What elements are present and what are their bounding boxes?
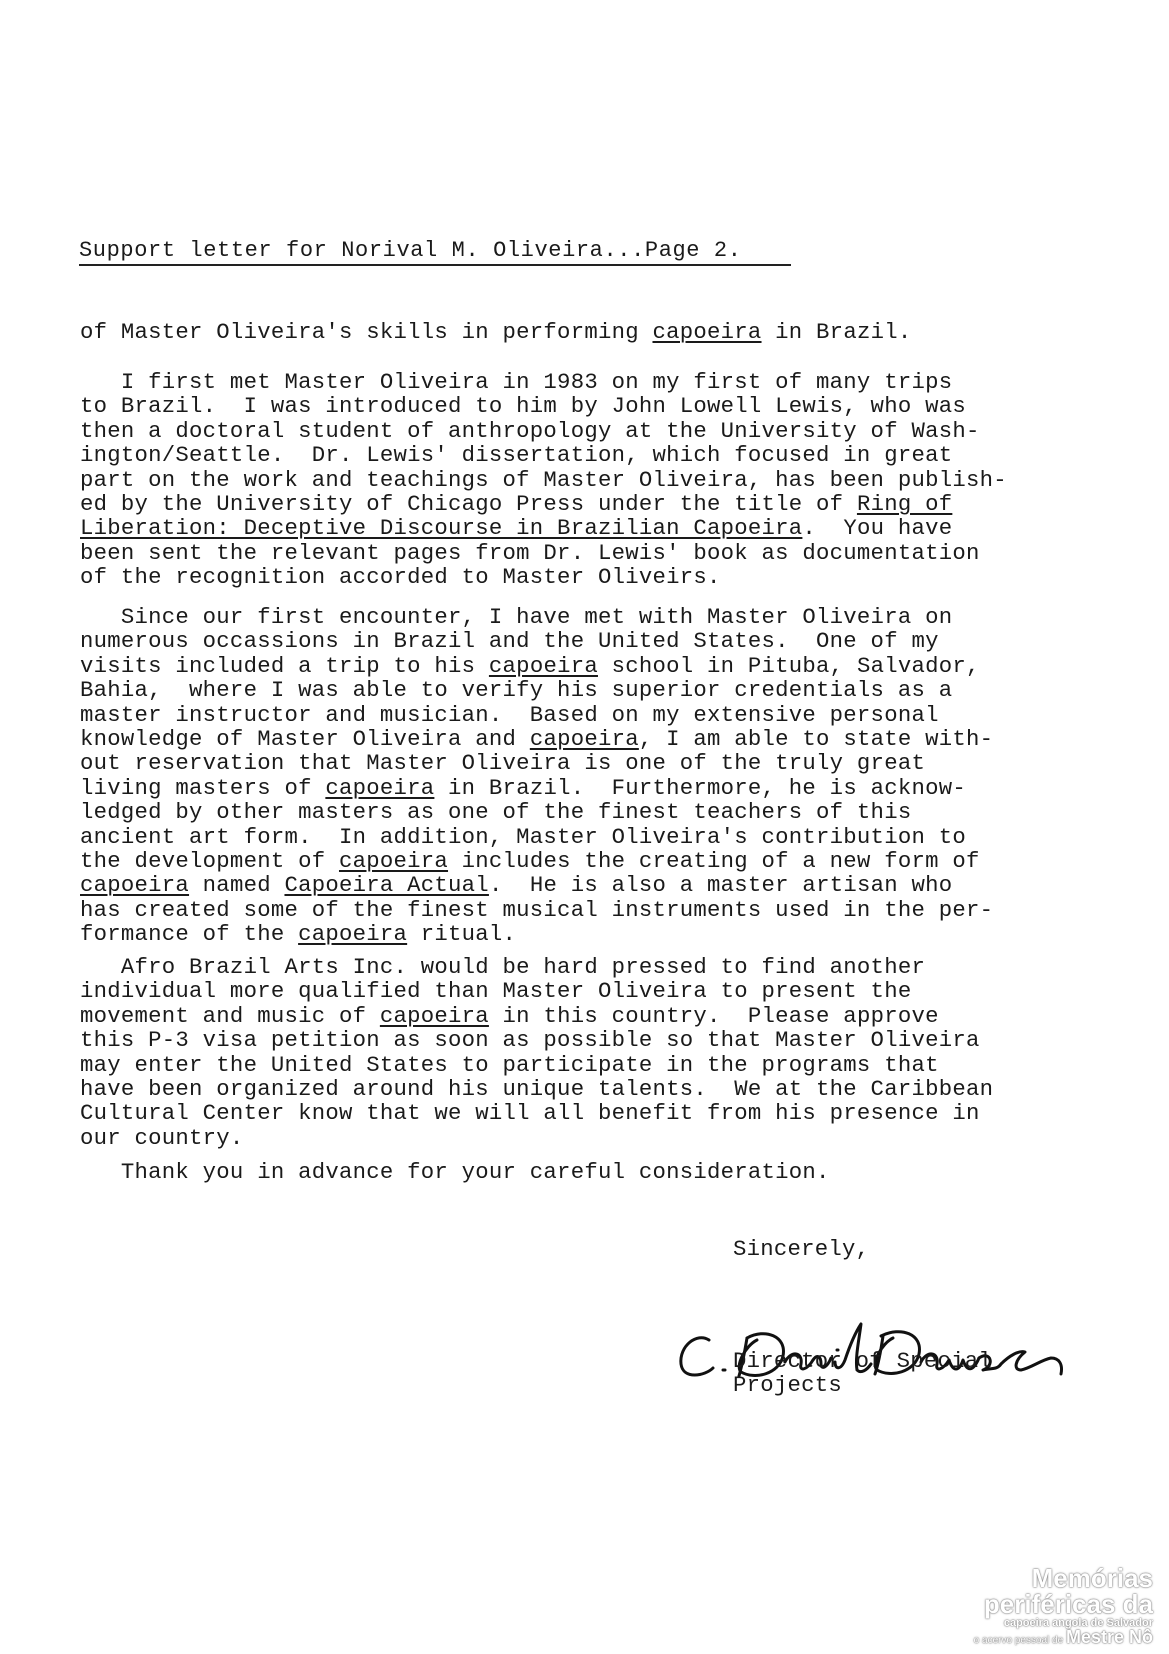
- watermark-logo: [974, 1565, 1153, 1648]
- text-line: the development of capoeira includes the creating of a new form of: [80, 847, 980, 874]
- paragraph-3: [80, 955, 1090, 1150]
- text-line: has created some of the finest musical instruments used in the per-: [80, 896, 994, 923]
- text-line: I first met Master Oliveira in 1983 on my first of many trips: [80, 369, 953, 395]
- text-line: this P-3 visa petition as soon as possible so that Master Oliveira: [80, 1027, 980, 1054]
- text-line: part on the work and teachings of Master Oliveira, has been publish-: [80, 466, 1007, 493]
- paragraph-2: [80, 605, 1090, 946]
- text-line: ed by the University of Chicago Press under the title of Ring of: [80, 490, 953, 517]
- text-line: out reservation that Master Oliveira is one of the truly great: [80, 750, 926, 777]
- text-line: Bahia, where I was able to verify his superior credentials as a: [80, 677, 953, 704]
- text-line: numerous occassions in Brazil and the United States. One of my: [80, 628, 939, 655]
- text-line: capoeira named Capoeira Actual. He is also a master artisan who: [80, 872, 953, 899]
- text-line: been sent the relevant pages from Dr. Lewis' book as documentation: [80, 539, 980, 566]
- watermark-line-2: periféricas da: [983, 1589, 1153, 1619]
- text-line: individual more qualified than Master Oliveira to present the: [80, 978, 912, 1005]
- text-line: movement and music of capoeira in this country. Please approve: [80, 1002, 939, 1029]
- text-line: to Brazil. I was introduced to him by John Lowell Lewis, who was: [80, 393, 966, 420]
- text-line: Thank you in advance for your careful consideration.: [80, 1159, 830, 1185]
- text-line: ington/Seattle. Dr. Lewis' dissertation, which focused in great: [80, 442, 953, 469]
- signer-title-line-1: Director of Special: [733, 1348, 992, 1374]
- text-line: then a doctoral student of anthropology at the University of Wash-: [80, 417, 980, 444]
- text-line: our country.: [80, 1124, 244, 1151]
- signer-title-line-2: Projects: [733, 1372, 843, 1398]
- watermark-line-4: o acervo pessoal de Mestre Nô: [973, 1627, 1153, 1647]
- text-line: may enter the United States to participate in the programs that: [80, 1051, 939, 1078]
- text-line: of the recognition accorded to Master Oliveirs.: [80, 564, 721, 591]
- text-line: have been organized around his unique talents. We at the Caribbean: [80, 1075, 994, 1102]
- continuation-line: [80, 320, 1090, 344]
- text-line: visits included a trip to his capoeira school in Pituba, Salvador,: [80, 652, 980, 679]
- paragraph-4: [80, 1160, 1090, 1184]
- text-line: ledged by other masters as one of the finest teachers of this: [80, 799, 912, 826]
- text-line: formance of the capoeira ritual.: [80, 921, 517, 948]
- text-line: Liberation: Deceptive Discourse in Brazilian Capoeira. You have: [80, 515, 953, 542]
- page-header: Support letter for Norival M. Oliveira...Page 2.: [79, 238, 791, 266]
- text-line: Since our first encounter, I have met with Master Oliveira on: [80, 604, 953, 630]
- watermark-line-1: Memórias: [1031, 1563, 1153, 1593]
- text-line: living masters of capoeira in Brazil. Furthermore, he is acknow-: [80, 774, 966, 801]
- text-line: ancient art form. In addition, Master Oliveira's contribution to: [80, 823, 966, 850]
- watermark-line-3: capoeira angola de Salvador: [1003, 1617, 1153, 1629]
- text-line: master instructor and musician. Based on my extensive personal: [80, 701, 939, 728]
- text-line: knowledge of Master Oliveira and capoeira, I am able to state with-: [80, 725, 994, 752]
- text-line: Afro Brazil Arts Inc. would be hard pressed to find another: [80, 954, 926, 980]
- paragraph-1: [80, 370, 1090, 590]
- closing-salutation: Sincerely,: [733, 1236, 870, 1262]
- text-line: of Master Oliveira's skills in performing capoeira in Brazil.: [80, 319, 912, 345]
- text-line: Cultural Center know that we will all benefit from his presence in: [80, 1100, 980, 1127]
